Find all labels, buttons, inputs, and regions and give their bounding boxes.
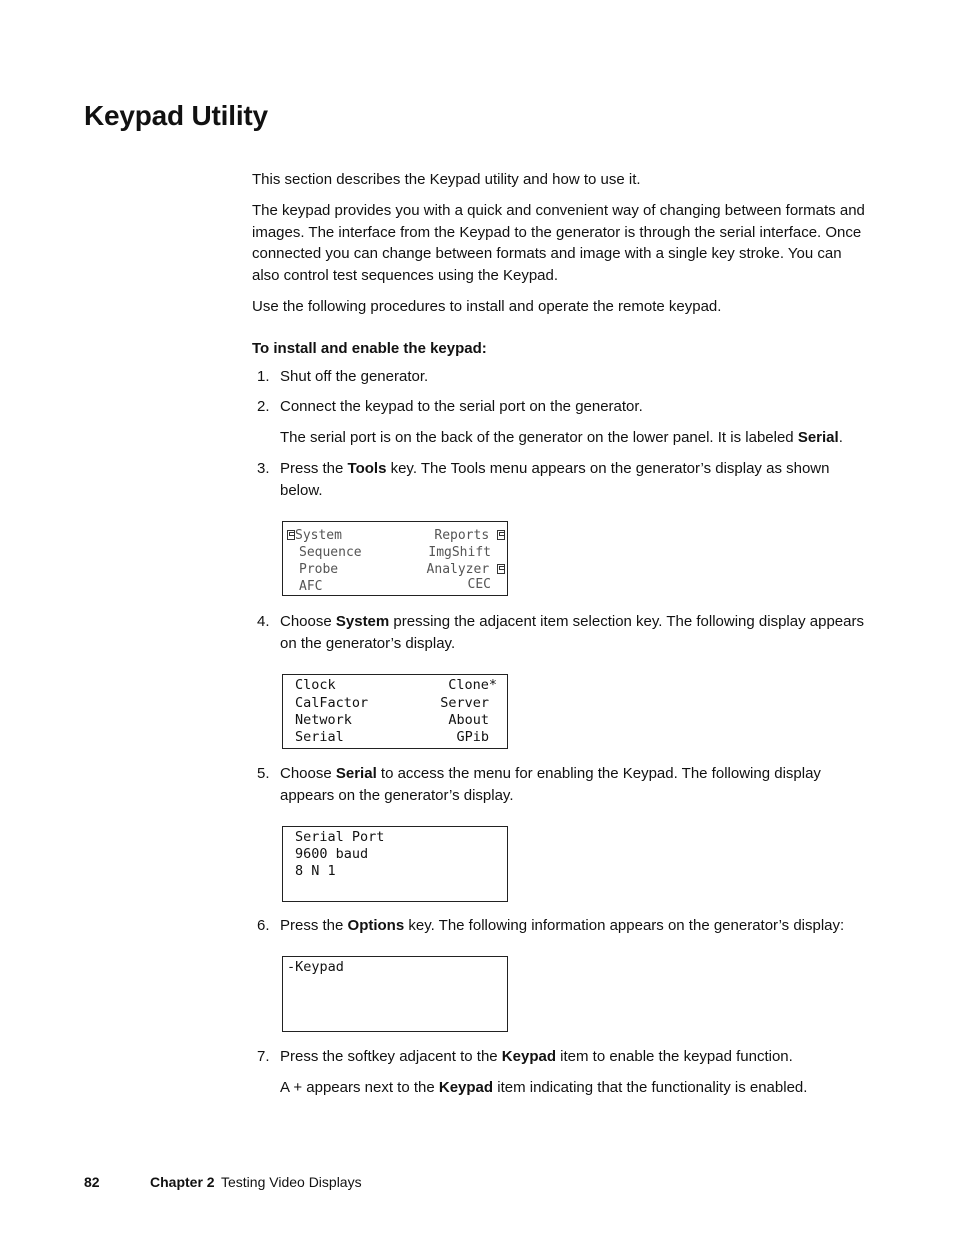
footer-chapter-title: Testing Video Displays — [221, 1174, 362, 1190]
step-3 — [252, 458, 872, 501]
display-item-right: About — [448, 712, 489, 728]
page-title: Keypad Utility — [84, 100, 268, 131]
display-item-left: Sequence — [299, 545, 362, 560]
step-text: Press the softkey adjacent to the Keypad item to enable the keypad function. — [280, 1048, 793, 1065]
display-item-left: AFC — [299, 579, 323, 594]
step-text: Press the Options key. The following information appears on the generator’s display: — [280, 917, 845, 934]
tools-menu-display — [282, 521, 508, 596]
step-number: 7. — [257, 1048, 270, 1065]
system-menu-display — [282, 674, 508, 749]
options-display — [282, 956, 508, 1032]
display-item-left: Probe — [299, 562, 339, 577]
display-item-left: System — [287, 527, 342, 544]
display-line: 8 N 1 — [295, 863, 336, 879]
display-item-right: ImgShift — [428, 545, 491, 560]
display-line: -Keypad — [287, 959, 344, 975]
step-text: Press the Tools key. The Tools menu appears on the generator’s display as shown below. — [280, 460, 830, 499]
step-text: Choose Serial to access the menu for enabling the Keypad. The following display appears on the generator’s display. — [280, 765, 821, 804]
display-item-left: CalFactor — [295, 695, 369, 711]
step-number: 5. — [257, 765, 270, 782]
step-4 — [252, 611, 872, 654]
step-7-note: A + appears next to the Keypad item indicating that the functionality is enabled. — [280, 1079, 808, 1096]
key-indicator-icon — [497, 564, 505, 574]
intro-paragraph: This section describes the Keypad utility and how to use it. — [252, 171, 641, 188]
step-text: Connect the keypad to the serial port on the generator. — [280, 398, 643, 415]
display-item-right: Analyzer — [427, 561, 505, 578]
procedure-intro-paragraph: Use the following procedures to install and operate the remote keypad. — [252, 298, 722, 315]
step-number: 2. — [257, 398, 270, 415]
step-2-note: The serial port is on the back of the generator on the lower panel. It is labeled Serial. — [280, 429, 843, 446]
key-indicator-icon — [287, 530, 295, 540]
step-5 — [252, 763, 872, 806]
display-line: Serial Port — [295, 829, 385, 845]
step-text: Choose System pressing the adjacent item selection key. The following display appears on the generator’s display. — [280, 613, 864, 652]
step-number: 1. — [257, 368, 270, 385]
step-6 — [252, 915, 872, 937]
step-number: 4. — [257, 613, 270, 630]
description-paragraph: The keypad provides you with a quick and convenient way of changing between formats and images. The interface from the Keypad to the generator is through the serial interface. Once connected you can change between formats and image with a single key stroke. You can also control test sequences using the Keypad. — [252, 202, 865, 284]
footer-chapter: Chapter 2 — [150, 1174, 215, 1190]
serial-port-display — [282, 826, 508, 902]
display-line: 9600 baud — [295, 846, 369, 862]
display-item-right: Clone* — [448, 677, 497, 693]
key-indicator-icon — [497, 530, 505, 540]
display-item-right: GPib — [456, 729, 489, 745]
display-item-left: Network — [295, 712, 352, 728]
step-2 — [252, 396, 872, 418]
display-item-left: Clock — [295, 677, 336, 693]
display-item-left: Serial — [295, 729, 344, 745]
step-7 — [252, 1046, 872, 1068]
step-1 — [252, 366, 872, 388]
step-number: 6. — [257, 917, 270, 934]
step-text: Shut off the generator. — [280, 368, 429, 385]
step-number: 3. — [257, 460, 270, 477]
display-item-right: Reports — [434, 527, 505, 544]
procedure-heading: To install and enable the keypad: — [252, 340, 487, 357]
display-item-right: Server — [440, 695, 489, 711]
page-number: 82 — [84, 1174, 100, 1190]
display-item-right: CEC — [467, 577, 491, 592]
